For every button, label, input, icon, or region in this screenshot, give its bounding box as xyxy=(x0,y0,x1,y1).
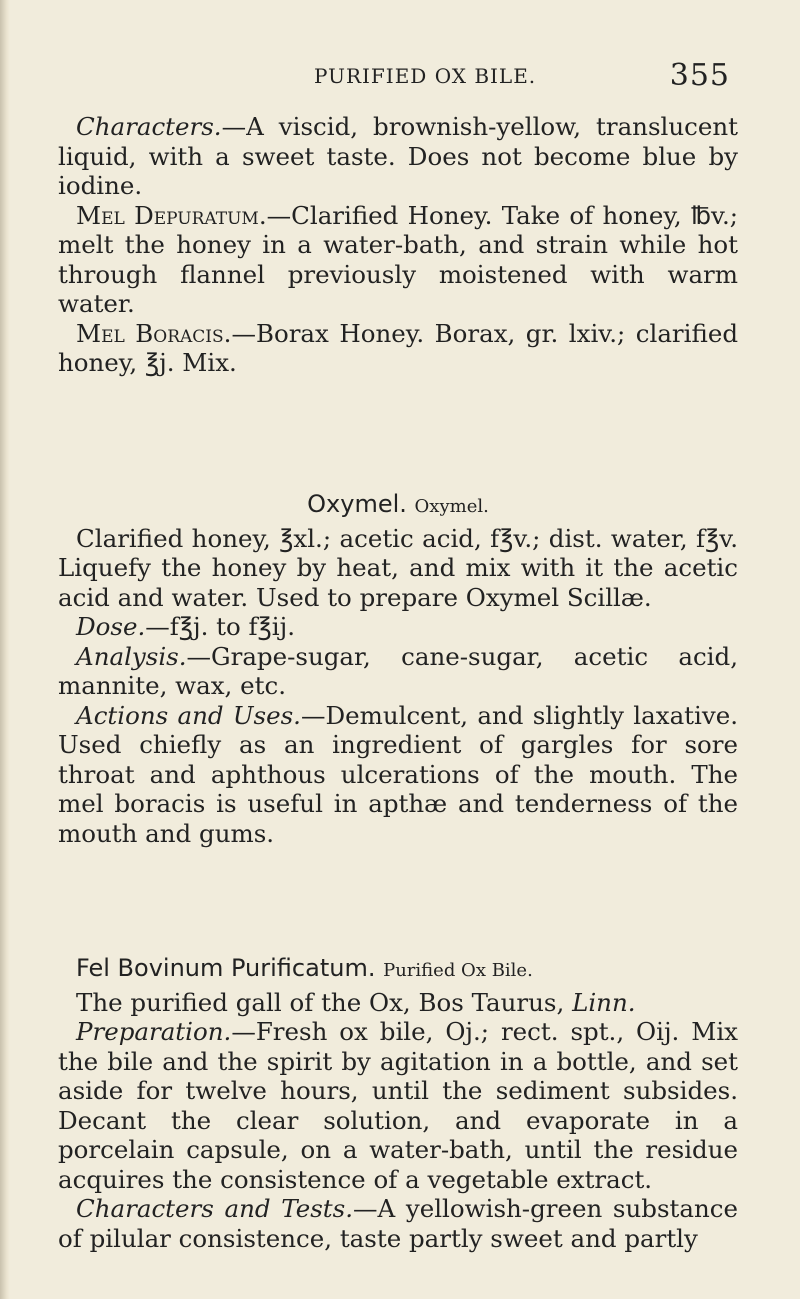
characters-lead: Characters. xyxy=(76,112,222,141)
mel-boracis-paragraph xyxy=(58,319,738,378)
oxymel-section xyxy=(58,490,738,848)
fel-preparation-paragraph xyxy=(58,1017,738,1194)
text-block-upper xyxy=(58,112,738,378)
page-header xyxy=(190,58,730,98)
mel-depuratum-lead: Mel Depuratum. xyxy=(76,200,267,230)
fel-intro-authority: Linn. xyxy=(572,987,636,1017)
fel-characters-lead: Characters and Tests. xyxy=(76,1194,353,1223)
mel-depuratum-text: —Clarified Honey. Take of honey, ℔v.; melt the honey in a water-bath, and strain while hot through flannel previously moistened with warm water. xyxy=(58,200,738,318)
running-title: PURIFIED OX BILE. xyxy=(314,64,537,88)
oxymel-analysis-lead: Analysis. xyxy=(76,641,187,671)
fel-heading xyxy=(58,954,738,986)
oxymel-actions-lead: Actions and Uses. xyxy=(76,700,301,730)
oxymel-analysis-paragraph xyxy=(58,642,738,701)
oxymel-heading-main: Oxymel. xyxy=(307,490,407,518)
fel-intro-paragraph xyxy=(58,988,738,1018)
fel-characters-text: —A yellowish-green substance of pilular consistence, taste partly sweet and partly xyxy=(58,1194,738,1253)
oxymel-dose-paragraph xyxy=(58,612,738,642)
oxymel-dose-text: —f℥j. to f℥ij. xyxy=(145,612,295,641)
fel-characters-paragraph xyxy=(58,1194,738,1253)
characters-paragraph xyxy=(58,112,738,201)
mel-depuratum-paragraph xyxy=(58,201,738,319)
oxymel-paragraph: Clarified honey, ℥xl.; acetic acid, f℥v.; dist. water, f℥v. Liquefy the honey by heat, and mix with it the acetic acid and water. Used to prepare Oxymel Scillæ. xyxy=(58,523,738,612)
fel-heading-main: Fel Bovinum Purificatum. xyxy=(76,954,376,982)
fel-section xyxy=(58,954,738,1253)
fel-heading-small: Purified Ox Bile. xyxy=(383,960,533,981)
fel-intro-text: The purified gall of the Ox, Bos Taurus, xyxy=(76,987,573,1017)
oxymel-heading xyxy=(58,490,738,522)
fel-preparation-lead: Preparation. xyxy=(76,1017,232,1046)
fel-preparation-text: —Fresh ox bile, Oj.; rect. spt., Oij. Mix the bile and the spirit by agitation in a bottle, and set aside for twelve hours, until the sediment subsides. Decant the clear solution, and evaporate in a porcelain capsule, on a water-bath, until the residue acquires the consistence of a vegetable extract. xyxy=(58,1017,738,1194)
oxymel-heading-small: Oxymel. xyxy=(414,496,489,517)
oxymel-dose-lead: Dose. xyxy=(76,612,146,641)
oxymel-actions-paragraph xyxy=(58,701,738,849)
page-binding-edge xyxy=(0,0,10,1299)
page-number: 355 xyxy=(669,58,730,93)
oxymel-analysis-text: —Grape-sugar, cane-sugar, acetic acid, mannite, wax, etc. xyxy=(58,641,738,700)
mel-boracis-text: —Borax Honey. Borax, gr. lxiv.; clarified honey, ℥j. Mix. xyxy=(58,318,739,377)
mel-boracis-lead: Mel Boracis. xyxy=(76,318,232,348)
oxymel-actions-text: —Demulcent, and slightly laxative. Used chiefly as an ingredient of gargles for sore throat and aphthous ulcerations of the mouth. The mel boracis is useful in apthæ and tenderness of the mouth and gums. xyxy=(58,700,738,848)
characters-text: —A viscid, brownish-yellow, translucent liquid, with a sweet taste. Does not become blue by iodine. xyxy=(58,112,738,200)
